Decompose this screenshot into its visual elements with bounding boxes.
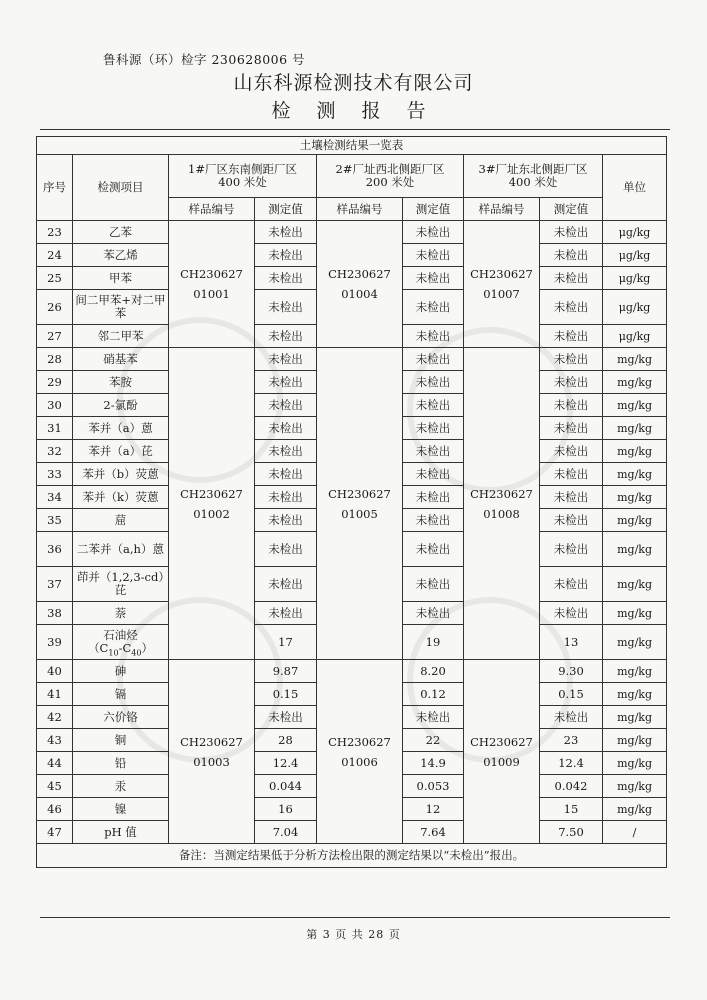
unit: mg/kg [603, 348, 667, 371]
row-number: 24 [37, 244, 73, 267]
measured-value: 0.12 [403, 683, 464, 706]
subheader-value-3: 测定值 [540, 198, 603, 221]
table-row [37, 660, 667, 683]
measured-value: 未检出 [540, 348, 603, 371]
measured-value: 0.053 [403, 775, 464, 798]
measured-value: 未检出 [255, 602, 317, 625]
measured-value: 未检出 [540, 244, 603, 267]
company-name: 山东科源检测技术有限公司 [233, 72, 474, 94]
unit: mg/kg [603, 706, 667, 729]
test-item: 苯并（k）荧蒽 [73, 486, 169, 509]
row-number: 35 [37, 509, 73, 532]
row-number: 37 [37, 567, 73, 602]
measured-value: 未检出 [255, 394, 317, 417]
unit: mg/kg [603, 683, 667, 706]
measured-value: 8.20 [403, 660, 464, 683]
measured-value: 未检出 [540, 417, 603, 440]
sample-id: CH230627 01001 [169, 221, 255, 348]
measured-value: 12 [403, 798, 464, 821]
sample-id: CH230627 01006 [317, 660, 403, 844]
measured-value: 未检出 [540, 440, 603, 463]
unit: mg/kg [603, 798, 667, 821]
measured-value: 未检出 [540, 706, 603, 729]
column-header-seq: 序号 [37, 155, 73, 221]
page-number: 第 3 页 共 28 页 [306, 928, 401, 941]
test-item: 苯并（a）芘 [73, 440, 169, 463]
measured-value: 未检出 [403, 394, 464, 417]
measured-value: 未检出 [403, 267, 464, 290]
measured-value: 未检出 [255, 417, 317, 440]
unit: mg/kg [603, 371, 667, 394]
measured-value: 未检出 [540, 602, 603, 625]
measured-value: 未检出 [403, 567, 464, 602]
test-item: 苯并（b）荧蒽 [73, 463, 169, 486]
sample-id: CH230627 01005 [317, 348, 403, 660]
row-number: 36 [37, 532, 73, 567]
measured-value: 19 [403, 625, 464, 660]
column-header-item: 检测项目 [73, 155, 169, 221]
unit: mg/kg [603, 567, 667, 602]
test-item: 镉 [73, 683, 169, 706]
location-header-1: 1#厂区东南侧距厂区 400 米处 [169, 155, 317, 198]
row-number: 47 [37, 821, 73, 844]
measured-value: 未检出 [403, 290, 464, 325]
row-number: 41 [37, 683, 73, 706]
row-number: 23 [37, 221, 73, 244]
measured-value: 未检出 [255, 706, 317, 729]
row-number: 43 [37, 729, 73, 752]
test-item: 茚并（1,2,3-cd）芘 [73, 567, 169, 602]
measured-value: 未检出 [540, 486, 603, 509]
unit: mg/kg [603, 417, 667, 440]
measured-value: 9.87 [255, 660, 317, 683]
unit: mg/kg [603, 532, 667, 567]
measured-value: 未检出 [540, 509, 603, 532]
measured-value: 未检出 [255, 325, 317, 348]
row-number: 33 [37, 463, 73, 486]
table-caption: 土壤检测结果一览表 [37, 137, 667, 155]
sample-id: CH230627 01009 [464, 660, 540, 844]
row-number: 45 [37, 775, 73, 798]
measured-value: 未检出 [540, 463, 603, 486]
measured-value: 未检出 [403, 348, 464, 371]
row-number: 25 [37, 267, 73, 290]
measured-value: 未检出 [255, 463, 317, 486]
unit: μg/kg [603, 267, 667, 290]
report-reference-number: 鲁科源（环）检字 230628006 号 [103, 52, 306, 67]
subheader-sample-2: 样品编号 [317, 198, 403, 221]
column-header-unit: 单位 [603, 155, 667, 221]
row-number: 28 [37, 348, 73, 371]
table-row [37, 348, 667, 371]
row-number: 38 [37, 602, 73, 625]
row-number: 34 [37, 486, 73, 509]
measured-value: 15 [540, 798, 603, 821]
test-item: 苯乙烯 [73, 244, 169, 267]
measured-value: 16 [255, 798, 317, 821]
unit: mg/kg [603, 660, 667, 683]
measured-value: 未检出 [403, 244, 464, 267]
unit: mg/kg [603, 775, 667, 798]
measured-value: 未检出 [403, 532, 464, 567]
measured-value: 7.64 [403, 821, 464, 844]
measured-value: 未检出 [403, 371, 464, 394]
measured-value: 28 [255, 729, 317, 752]
measured-value: 未检出 [540, 221, 603, 244]
measured-value: 未检出 [255, 440, 317, 463]
measured-value: 未检出 [255, 267, 317, 290]
test-item: 镍 [73, 798, 169, 821]
sample-id: CH230627 01004 [317, 221, 403, 348]
row-number: 31 [37, 417, 73, 440]
measured-value: 未检出 [540, 567, 603, 602]
test-item: 六价铬 [73, 706, 169, 729]
measured-value: 7.50 [540, 821, 603, 844]
measured-value: 未检出 [403, 417, 464, 440]
row-number: 40 [37, 660, 73, 683]
test-item: pH 值 [73, 821, 169, 844]
measured-value: 未检出 [255, 221, 317, 244]
row-number: 42 [37, 706, 73, 729]
measured-value: 未检出 [403, 509, 464, 532]
unit: mg/kg [603, 394, 667, 417]
measured-value: 未检出 [540, 267, 603, 290]
row-number: 32 [37, 440, 73, 463]
measured-value: 未检出 [403, 706, 464, 729]
measured-value: 14.9 [403, 752, 464, 775]
subheader-sample-3: 样品编号 [464, 198, 540, 221]
header-rule [40, 129, 670, 130]
subheader-sample-1: 样品编号 [169, 198, 255, 221]
test-item: 硝基苯 [73, 348, 169, 371]
test-item: 2-氯酚 [73, 394, 169, 417]
subheader-value-1: 测定值 [255, 198, 317, 221]
measured-value: 23 [540, 729, 603, 752]
test-item: 铅 [73, 752, 169, 775]
test-item: 苯并（a）蒽 [73, 417, 169, 440]
row-number: 46 [37, 798, 73, 821]
test-item: 乙苯 [73, 221, 169, 244]
row-number: 27 [37, 325, 73, 348]
soil-results-table [36, 136, 667, 868]
test-item: 石油烃 $(C_{10}-C_{40})$ [73, 625, 169, 660]
measured-value: 13 [540, 625, 603, 660]
row-number: 30 [37, 394, 73, 417]
measured-value: 未检出 [540, 394, 603, 417]
measured-value: 12.4 [540, 752, 603, 775]
unit: mg/kg [603, 463, 667, 486]
table-row [37, 221, 667, 244]
measured-value: 未检出 [255, 244, 317, 267]
unit: mg/kg [603, 752, 667, 775]
measured-value: 7.04 [255, 821, 317, 844]
measured-value: 未检出 [403, 221, 464, 244]
sample-id: CH230627 01002 [169, 348, 255, 660]
test-item: 砷 [73, 660, 169, 683]
measured-value: 17 [255, 625, 317, 660]
measured-value: 0.044 [255, 775, 317, 798]
test-item: 间二甲苯+对二甲苯 [73, 290, 169, 325]
measured-value: 未检出 [255, 532, 317, 567]
row-number: 39 [37, 625, 73, 660]
unit: mg/kg [603, 486, 667, 509]
unit: mg/kg [603, 625, 667, 660]
test-item: 汞 [73, 775, 169, 798]
subheader-value-2: 测定值 [403, 198, 464, 221]
test-item: 铜 [73, 729, 169, 752]
unit: μg/kg [603, 221, 667, 244]
unit: mg/kg [603, 440, 667, 463]
measured-value: 12.4 [255, 752, 317, 775]
measured-value: 22 [403, 729, 464, 752]
measured-value: 未检出 [255, 567, 317, 602]
row-number: 29 [37, 371, 73, 394]
sample-id: CH230627 01007 [464, 221, 540, 348]
unit: mg/kg [603, 602, 667, 625]
test-item: 甲苯 [73, 267, 169, 290]
unit: / [603, 821, 667, 844]
footer-rule [40, 917, 670, 918]
unit: mg/kg [603, 509, 667, 532]
measured-value: 未检出 [403, 486, 464, 509]
measured-value: 0.042 [540, 775, 603, 798]
unit: μg/kg [603, 325, 667, 348]
test-item-range: $(C_{10}-C_{40})$ [88, 641, 153, 658]
row-number: 26 [37, 290, 73, 325]
measured-value: 未检出 [540, 371, 603, 394]
location-header-3: 3#厂址东北侧距厂区 400 米处 [464, 155, 603, 198]
test-item: 二苯并（a,h）蒽 [73, 532, 169, 567]
row-number: 44 [37, 752, 73, 775]
measured-value: 9.30 [540, 660, 603, 683]
measured-value: 未检出 [255, 290, 317, 325]
test-item: 苯胺 [73, 371, 169, 394]
test-item: 萘 [73, 602, 169, 625]
measured-value: 未检出 [403, 440, 464, 463]
test-item: 䓛 [73, 509, 169, 532]
sample-id: CH230627 01008 [464, 348, 540, 660]
report-title: 检 测 报 告 [271, 100, 436, 122]
measured-value: 未检出 [255, 486, 317, 509]
table-note: 备注：当测定结果低于分析方法检出限的测定结果以“未检出”报出。 [37, 844, 667, 868]
measured-value: 未检出 [403, 463, 464, 486]
measured-value: 未检出 [403, 325, 464, 348]
sample-id: CH230627 01003 [169, 660, 255, 844]
measured-value: 未检出 [255, 371, 317, 394]
unit: μg/kg [603, 244, 667, 267]
table-note-row [37, 844, 667, 868]
test-item: 邻二甲苯 [73, 325, 169, 348]
measured-value: 未检出 [540, 290, 603, 325]
unit: mg/kg [603, 729, 667, 752]
measured-value: 未检出 [540, 325, 603, 348]
unit: μg/kg [603, 290, 667, 325]
measured-value: 未检出 [255, 509, 317, 532]
measured-value: 未检出 [540, 532, 603, 567]
measured-value: 未检出 [255, 348, 317, 371]
measured-value: 0.15 [255, 683, 317, 706]
location-header-2: 2#厂址西北侧距厂区 200 米处 [317, 155, 464, 198]
measured-value: 未检出 [403, 602, 464, 625]
measured-value: 0.15 [540, 683, 603, 706]
